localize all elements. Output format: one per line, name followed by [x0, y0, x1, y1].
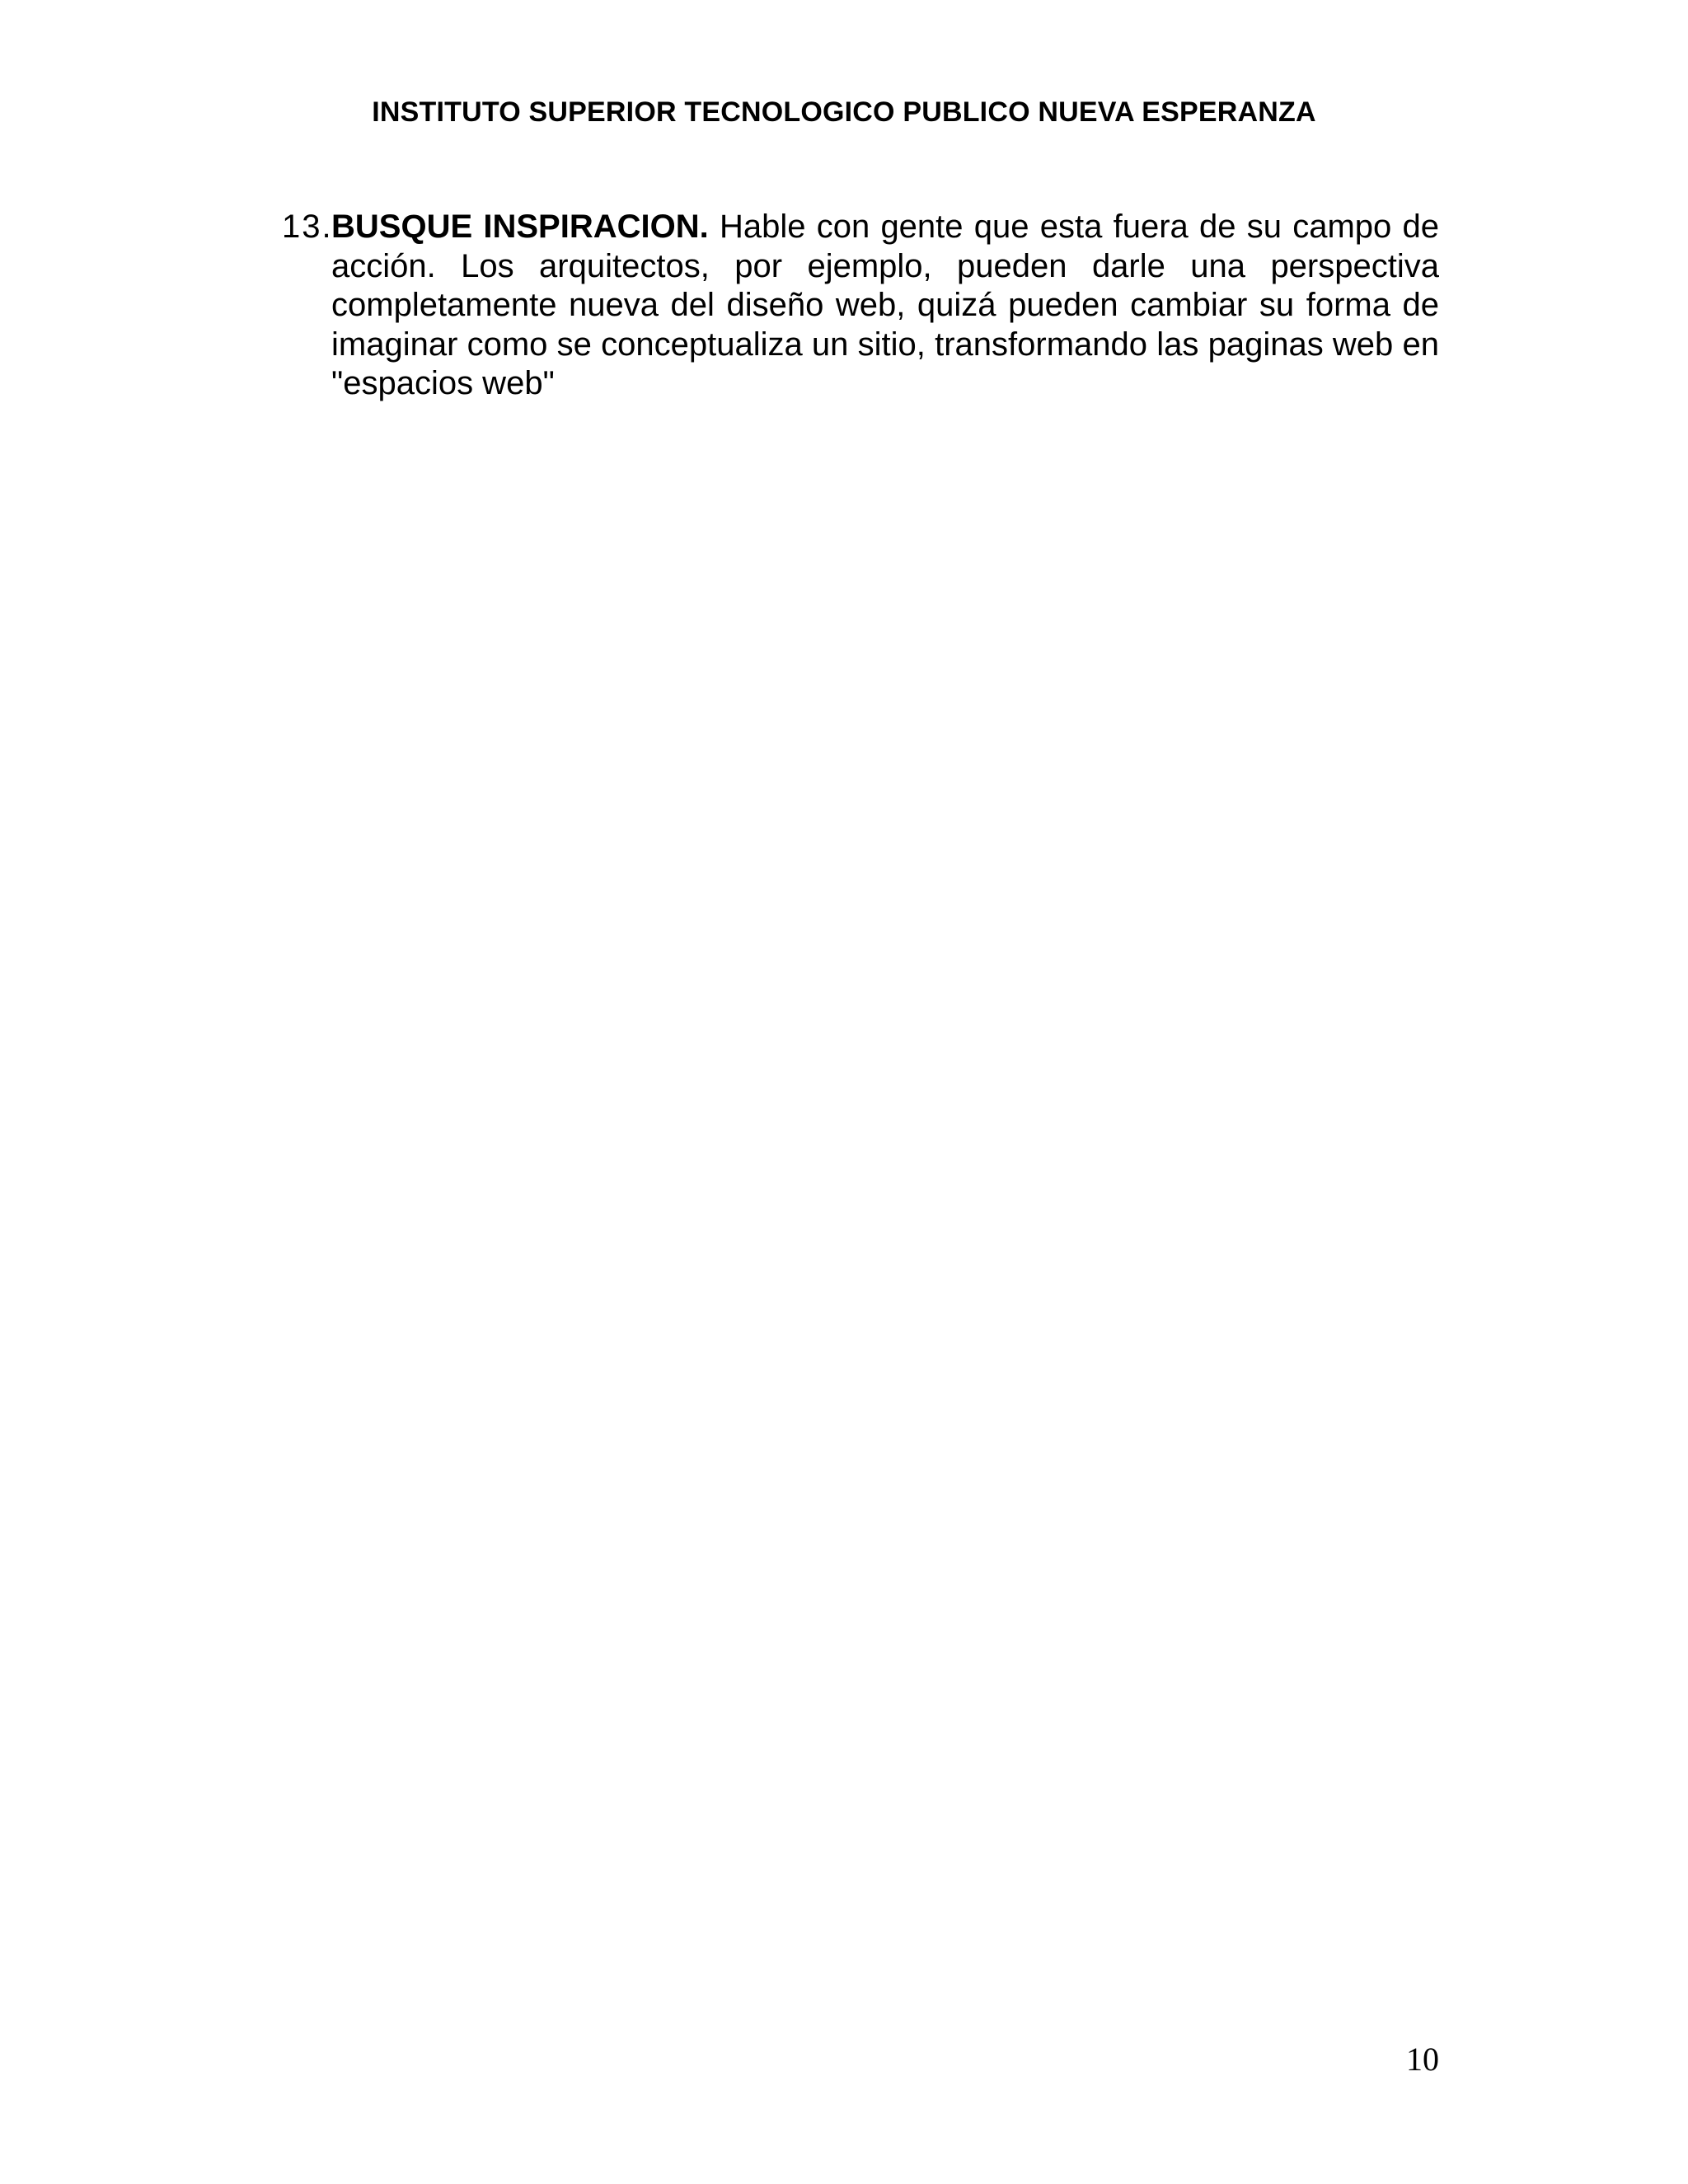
- list-item-number: 13.: [282, 209, 333, 245]
- list-item: [282, 208, 1439, 404]
- list-item-text: Hable con gente que esta fuera de su campo de acción. Los arquitectos, por ejemplo, pueden darle una perspectiva completamente nueva del diseño web, quizá pueden cambiar su forma de imaginar como se conceptualiza un sitio, transformando las paginas web en "espacios web": [331, 209, 1439, 401]
- list-item-heading: BUSQUE INSPIRACION.: [331, 209, 709, 245]
- running-header: INSTITUTO SUPERIOR TECNOLOGICO PUBLICO NUEVA ESPERANZA: [372, 96, 1316, 128]
- page-number: 10: [1406, 2041, 1439, 2078]
